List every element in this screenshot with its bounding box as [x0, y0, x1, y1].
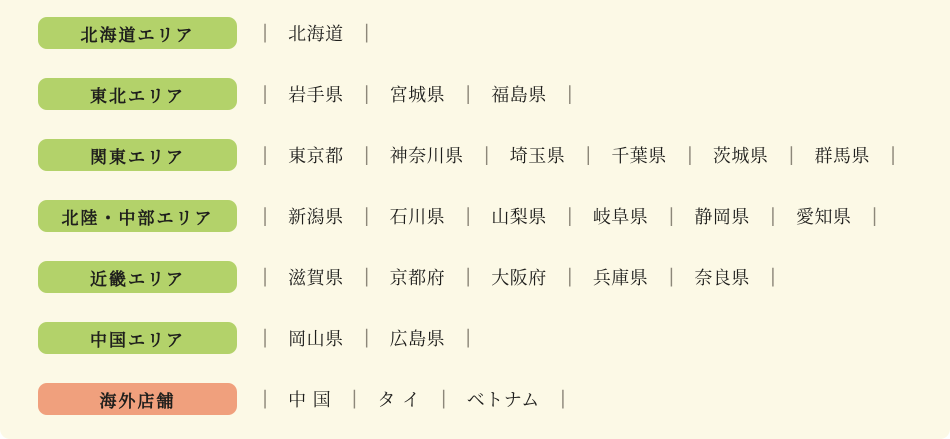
prefecture-link[interactable]: 埼玉県	[509, 146, 566, 167]
separator-bar: |	[686, 143, 693, 166]
separator-bar: |	[262, 265, 269, 288]
area-button[interactable]: 近畿エリア	[38, 261, 237, 293]
area-button[interactable]: 中国エリア	[38, 322, 237, 354]
separator-bar: |	[483, 143, 490, 166]
separator-bar: |	[668, 204, 675, 227]
separator-bar: |	[262, 387, 269, 410]
separator-bar: |	[440, 387, 447, 410]
area-row	[38, 383, 950, 415]
separator-bar: |	[351, 387, 358, 410]
separator-bar: |	[363, 265, 370, 288]
prefecture-link[interactable]: 京都府	[389, 268, 446, 289]
prefecture-link[interactable]: 岐阜県	[592, 207, 649, 228]
separator-bar: |	[262, 204, 269, 227]
area-row	[38, 322, 950, 354]
prefecture-link[interactable]: 中 国	[288, 390, 332, 411]
area-row	[38, 78, 950, 110]
area-button[interactable]: 北陸・中部エリア	[38, 200, 237, 232]
separator-bar: |	[363, 204, 370, 227]
separator-bar: |	[566, 82, 573, 105]
separator-bar: |	[363, 82, 370, 105]
prefecture-links	[262, 203, 878, 229]
area-row	[38, 261, 950, 293]
prefecture-link[interactable]: 滋賀県	[288, 268, 344, 289]
prefecture-link[interactable]: 岡山県	[288, 329, 344, 350]
prefecture-links	[262, 20, 370, 46]
prefecture-link[interactable]: 神奈川県	[389, 146, 464, 167]
prefecture-links	[262, 81, 573, 107]
area-row	[38, 17, 950, 49]
prefecture-link[interactable]: 静岡県	[694, 207, 750, 228]
prefecture-link[interactable]: 愛知県	[795, 207, 852, 228]
separator-bar: |	[566, 265, 573, 288]
prefecture-link[interactable]: 群馬県	[814, 146, 870, 167]
separator-bar: |	[668, 265, 675, 288]
separator-bar: |	[465, 265, 472, 288]
separator-bar: |	[262, 326, 269, 349]
prefecture-links	[262, 325, 471, 351]
prefecture-links	[262, 386, 566, 412]
separator-bar: |	[363, 326, 370, 349]
separator-bar: |	[465, 82, 472, 105]
prefecture-link[interactable]: 兵庫県	[592, 268, 649, 289]
separator-bar: |	[262, 82, 269, 105]
prefecture-link[interactable]: 新潟県	[288, 207, 344, 228]
prefecture-link[interactable]: 石川県	[389, 207, 446, 228]
separator-bar: |	[363, 21, 370, 44]
separator-bar: |	[363, 143, 370, 166]
prefecture-link[interactable]: 福島県	[491, 85, 547, 106]
area-row	[38, 200, 950, 232]
separator-bar: |	[585, 143, 592, 166]
overseas-area-button[interactable]: 海外店舗	[38, 383, 237, 415]
separator-bar: |	[465, 326, 472, 349]
area-button[interactable]: 関東エリア	[38, 139, 237, 171]
area-row	[38, 139, 950, 171]
prefecture-link[interactable]: タ イ	[377, 390, 421, 411]
prefecture-link[interactable]: 東京都	[288, 146, 344, 167]
separator-bar: |	[262, 21, 269, 44]
prefecture-link[interactable]: 宮城県	[389, 85, 446, 106]
separator-bar: |	[559, 387, 566, 410]
prefecture-links	[262, 264, 776, 290]
separator-bar: |	[871, 204, 878, 227]
prefecture-link[interactable]: ベトナム	[466, 390, 540, 411]
area-button[interactable]: 北海道エリア	[38, 17, 237, 49]
separator-bar: |	[769, 265, 776, 288]
separator-bar: |	[769, 204, 776, 227]
separator-bar: |	[566, 204, 573, 227]
separator-bar: |	[465, 204, 472, 227]
prefecture-links	[262, 142, 896, 168]
separator-bar: |	[788, 143, 795, 166]
prefecture-link[interactable]: 広島県	[389, 329, 446, 350]
prefecture-link[interactable]: 千葉県	[611, 146, 667, 167]
prefecture-link[interactable]: 茨城県	[712, 146, 769, 167]
prefecture-link[interactable]: 大阪府	[491, 268, 547, 289]
prefecture-link[interactable]: 奈良県	[694, 268, 750, 289]
prefecture-link[interactable]: 山梨県	[491, 207, 547, 228]
separator-bar: |	[262, 143, 269, 166]
prefecture-link[interactable]: 北海道	[288, 24, 344, 45]
prefecture-link[interactable]: 岩手県	[288, 85, 344, 106]
separator-bar: |	[889, 143, 897, 166]
area-button[interactable]: 東北エリア	[38, 78, 237, 110]
